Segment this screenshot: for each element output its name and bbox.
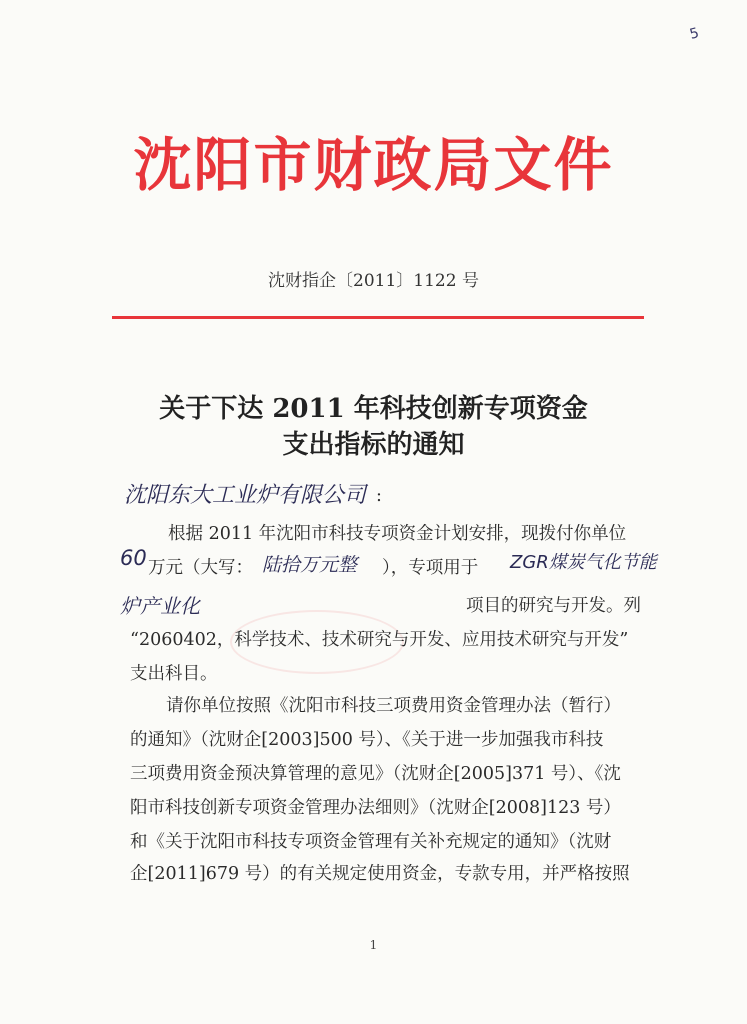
paragraph-2-line-3: 三项费用资金预决算管理的意见》（沈财企[2005]371 号）、《沈: [130, 764, 621, 784]
issuer-header-title: 沈阳市财政局文件: [133, 131, 614, 199]
notice-title-line-2: 支出指标的通知: [282, 430, 465, 460]
paragraph-1-line-1: 根据 2011 年沈阳市科技专项资金计划安排，现拨付你单位: [168, 524, 627, 544]
amount-words-handwritten: 陆拾万元整: [262, 554, 358, 576]
project-name-handwritten-a: ZGR煤炭气化节能: [510, 552, 657, 573]
paragraph-1-line-4: “2060402，科学技术、技术研究与开发、应用技术研究与开发”: [130, 630, 629, 650]
paragraph-2-line-6: 企[2011]679 号）的有关规定使用资金，专款专用，并严格按照: [130, 864, 630, 884]
paragraph-2-line-1: 请你单位按照《沈阳市科技三项费用资金管理办法（暂行）: [166, 696, 621, 716]
amount-handwritten: 60: [120, 546, 147, 570]
paragraph-2-line-4: 阳市科技创新专项资金管理办法细则》（沈财企[2008]123 号）: [130, 798, 621, 818]
paragraph-1-line-5: 支出科目。: [130, 664, 218, 684]
paragraph-1-line-2-a: 万元（大写：: [148, 558, 253, 578]
corner-handwritten-mark: 5: [688, 25, 701, 43]
page-number: 1: [369, 938, 378, 952]
recipient-colon: :: [376, 486, 382, 506]
recipient-handwritten: 沈阳东大工业炉有限公司: [124, 483, 367, 508]
paragraph-2-line-5: 和《关于沈阳市科技专项资金管理有关补充规定的通知》（沈财: [130, 832, 612, 852]
document-number: 沈财指企〔2011〕1122 号: [268, 271, 479, 291]
project-name-handwritten-b: 炉产业化: [120, 594, 200, 618]
notice-title-line-1: 关于下达 2011 年科技创新专项资金: [159, 394, 588, 424]
red-divider-line: [112, 316, 644, 319]
paragraph-2-line-2: 的通知》（沈财企[2003]500 号）、《关于进一步加强我市科技: [130, 730, 604, 750]
paragraph-1-line-3: 项目的研究与开发。列: [466, 596, 641, 616]
paragraph-1-line-2-b: ），专项用于: [382, 558, 479, 578]
